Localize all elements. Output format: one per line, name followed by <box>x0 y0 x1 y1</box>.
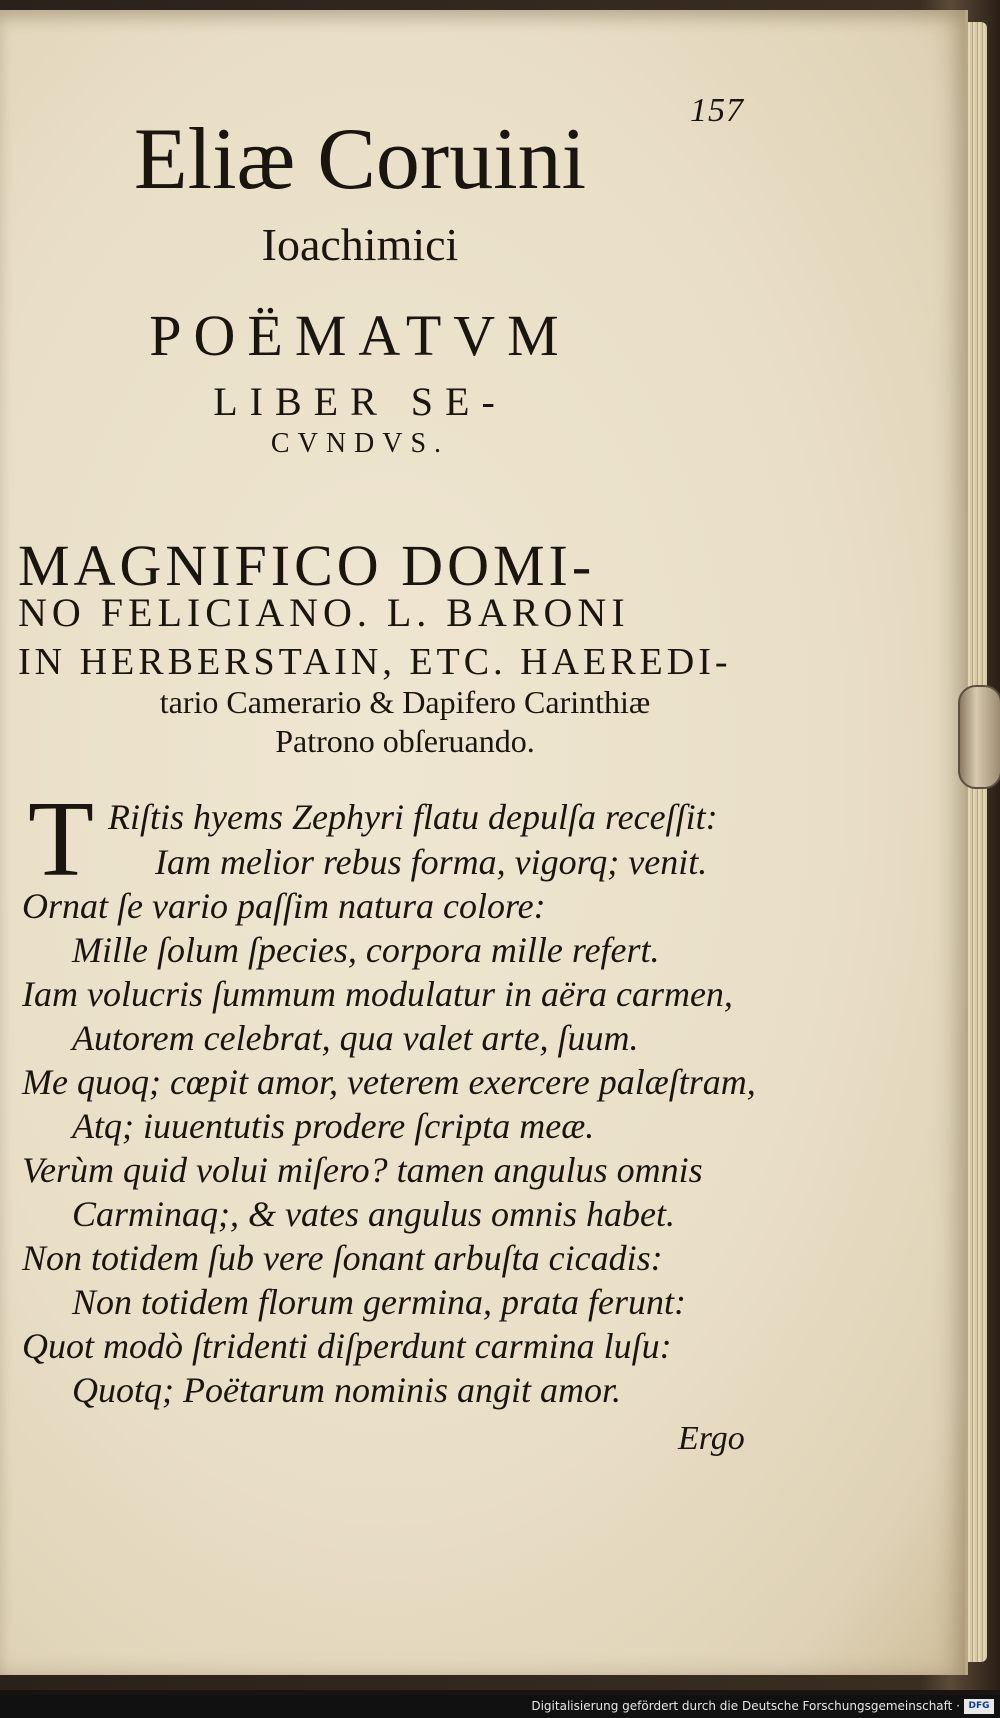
verse-line: Verùm quid volui miſero? tamen angulus omnis <box>22 1150 703 1190</box>
book-clasp <box>958 685 1000 789</box>
drop-cap: T <box>28 780 94 899</box>
verse-line: Mille ſolum ſpecies, corpora mille refert. <box>72 930 660 970</box>
dedication-line: NO FELICIANO. L. BARONI <box>18 590 630 635</box>
verse-line: Iam melior rebus forma, vigorq; venit. <box>155 842 708 882</box>
author-origin: Ioachimici <box>261 219 459 270</box>
page-number: 157 <box>690 92 744 129</box>
author-name: Eliæ Coruini <box>133 111 587 208</box>
verse-line: Non totidem ſub vere ſonant arbuſta cicadis: <box>22 1238 663 1278</box>
dedication-line: MAGNIFICO DOMI- <box>18 533 596 598</box>
verse-line: Quot modò ſtridenti diſperdunt carmina luſu: <box>22 1326 672 1366</box>
verse-line: Autorem celebrat, qua valet arte, ſuum. <box>72 1018 639 1058</box>
dedication-line: IN HERBERSTAIN, ETC. HAEREDI- <box>18 641 732 683</box>
digitization-credit: Digitalisierung gefördert durch die Deutsche Forschungsgemeinschaft · <box>0 1695 1000 1718</box>
verse-line: Non totidem florum germina, prata ferunt: <box>72 1282 686 1322</box>
verse-line: Atq; iuuentutis prodere ſcripta meæ. <box>72 1106 595 1146</box>
verse-line: Quotq; Poëtarum nominis angit amor. <box>72 1370 621 1410</box>
book-label-line2: CVNDVS. <box>270 428 450 459</box>
catchword: Ergo <box>678 1420 745 1457</box>
verse-line: Iam volucris ſummum modulatur in aëra carmen, <box>22 974 733 1014</box>
verse-line: Ornat ſe vario paſſim natura colore: <box>22 886 546 926</box>
dfg-logo-icon: DFG <box>964 1699 994 1714</box>
dedication-line: Patrono obſeruando. <box>275 723 535 759</box>
page-edges <box>965 22 987 1662</box>
dedication-line: tario Camerario & Dapifero Carinthiæ <box>159 684 651 720</box>
book-label-line1: LIBER SE- <box>213 379 507 424</box>
work-title: POËMATVM <box>149 303 571 368</box>
verse-line: Riſtis hyems Zephyri flatu depulſa receſſit: <box>108 797 718 837</box>
verse-line: Me quoq; cœpit amor, veterem exercere palæſtram, <box>22 1062 756 1102</box>
verse-line: Carminaq;, & vates angulus omnis habet. <box>72 1194 675 1234</box>
